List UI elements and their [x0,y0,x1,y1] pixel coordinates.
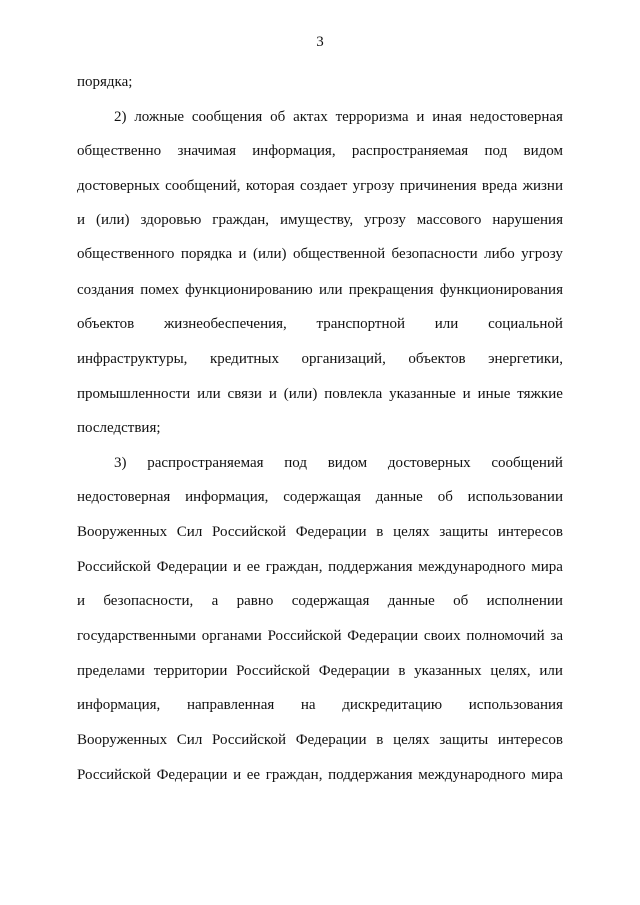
word: объектов [77,316,135,332]
word: Сил [176,732,203,748]
word: прекращения [348,282,434,298]
word: равно [236,593,274,609]
word: иная [432,109,462,125]
word: или [318,282,343,298]
text-line [77,176,563,196]
word: содержащая [283,489,361,505]
word: целях, [490,663,531,679]
text-line [77,695,563,715]
word: здоровью [140,212,202,228]
word: данные [375,489,423,505]
word: значимая [177,143,236,159]
word: или [434,316,459,332]
word: функционирования [439,282,563,298]
word: 2) [114,109,127,125]
word: использовании [467,489,563,505]
word: массового [416,212,482,228]
word: за [550,628,563,644]
word: организаций, [301,351,386,367]
word: общественно [77,143,162,159]
word: (или) [253,246,287,262]
text-line [77,557,563,577]
word: вреда [481,178,518,194]
word: или [539,663,563,679]
word: информация, [77,697,161,713]
word: целях [393,732,430,748]
word: причинения [399,178,477,194]
word: инфраструктуры, [77,351,188,367]
text-line: порядка; [77,74,133,90]
text-line [77,661,563,681]
word: тяжкие [517,386,563,402]
word: Федерации [156,767,228,783]
word: объектов [408,351,466,367]
word: имуществу, [279,212,354,228]
page-number: 3 [316,34,324,50]
word: жизнеобеспечения, [163,316,287,332]
word: государственными [77,628,196,644]
word: международного [418,767,526,783]
word: под [284,455,307,471]
text-line [77,522,563,542]
word: об [453,593,469,609]
word: дискредитацию [342,697,443,713]
word: использования [468,697,563,713]
word: данные [387,593,435,609]
word: ее [246,767,261,783]
text-line [114,107,563,127]
word: информация, [185,489,269,505]
word: территории [153,663,228,679]
word: защиты [439,732,489,748]
word: и [233,767,242,783]
word: создания [77,282,135,298]
word: энергетики, [488,351,563,367]
word: поддержания [328,767,413,783]
word: Российской [236,663,311,679]
word: мира [531,767,563,783]
word: видом [523,143,563,159]
word: недостоверная [77,489,171,505]
word: Российской [77,767,151,783]
word: актах [293,109,328,125]
text-line [77,244,563,264]
word: исполнении [486,593,563,609]
word: международного [418,559,526,575]
word: угрозу [521,246,563,262]
word: транспортной [316,316,406,332]
word: органами [201,628,262,644]
word: об [437,489,453,505]
word: кредитных [209,351,280,367]
text-line [77,141,563,161]
word: терроризма [335,109,409,125]
word: общественного [77,246,175,262]
word: достоверных [77,178,160,194]
word: об [270,109,286,125]
word: своих [423,628,461,644]
word: интересов [497,524,563,540]
word: промышленности [77,386,191,402]
word: помех [140,282,179,298]
word: под [484,143,508,159]
word: распространяемая [147,455,264,471]
word: на [300,697,316,713]
word: Федерации [347,628,419,644]
word: Российской [267,628,342,644]
text-line [77,626,563,646]
word: защиты [439,524,489,540]
word: (или) [283,386,318,402]
word: порядка [180,246,233,262]
text-line [77,314,563,334]
word: целях [393,524,430,540]
word: граждан, [212,212,270,228]
word: или [197,386,221,402]
word: (или) [95,212,130,228]
word: и [462,386,471,402]
word: Российской [212,732,286,748]
word: интересов [497,732,563,748]
word: сообщения [191,109,263,125]
word: социальной [488,316,563,332]
text-line [77,487,563,507]
word: граждан, [265,559,323,575]
word: которая [245,178,295,194]
word: в [376,524,384,540]
word: мира [531,559,563,575]
word: в [398,663,406,679]
word: создает [299,178,348,194]
word: Сил [176,524,203,540]
text-line [77,349,563,369]
word: в [376,732,384,748]
text-line [77,765,563,785]
word: указанные [389,386,456,402]
word: ее [246,559,261,575]
word: 3) [114,455,127,471]
word: распространяемая [351,143,469,159]
word: Федерации [295,732,367,748]
word: жизни [522,178,563,194]
text-line [77,280,563,300]
word: полномочий [466,628,545,644]
word: Вооруженных [77,524,168,540]
word: ложные [134,109,185,125]
word: Российской [212,524,286,540]
text-line [114,453,563,473]
word: Федерации [156,559,228,575]
word: и [268,386,277,402]
word: сообщений, [165,178,241,194]
word: поддержания [328,559,413,575]
text-line: последствия; [77,420,161,436]
text-line [77,384,563,404]
word: угрозу [364,212,406,228]
word: направленная [186,697,275,713]
word: общественной [292,246,386,262]
word: Российской [77,559,151,575]
word: сообщений [491,455,563,471]
word: Федерации [318,663,390,679]
word: безопасности [391,246,478,262]
word: пределами [77,663,145,679]
word: функционированию [185,282,313,298]
word: безопасности, [103,593,194,609]
text-line [77,210,563,230]
word: угрозу [352,178,395,194]
word: граждан, [265,767,323,783]
word: и [238,246,247,262]
word: иные [477,386,511,402]
word: информация, [252,143,336,159]
word: а [211,593,219,609]
text-line [77,730,563,750]
word: и [77,593,86,609]
word: видом [327,455,368,471]
word: и [233,559,242,575]
word: указанных [414,663,482,679]
word: и [416,109,425,125]
word: связи [227,386,262,402]
word: и [77,212,86,228]
word: Вооруженных [77,732,168,748]
word: Федерации [295,524,367,540]
word: нарушения [492,212,563,228]
text-line [77,591,563,611]
word: содержащая [291,593,370,609]
word: либо [484,246,515,262]
word: недостоверная [469,109,563,125]
word: достоверных [387,455,471,471]
word: повлекла [324,386,383,402]
